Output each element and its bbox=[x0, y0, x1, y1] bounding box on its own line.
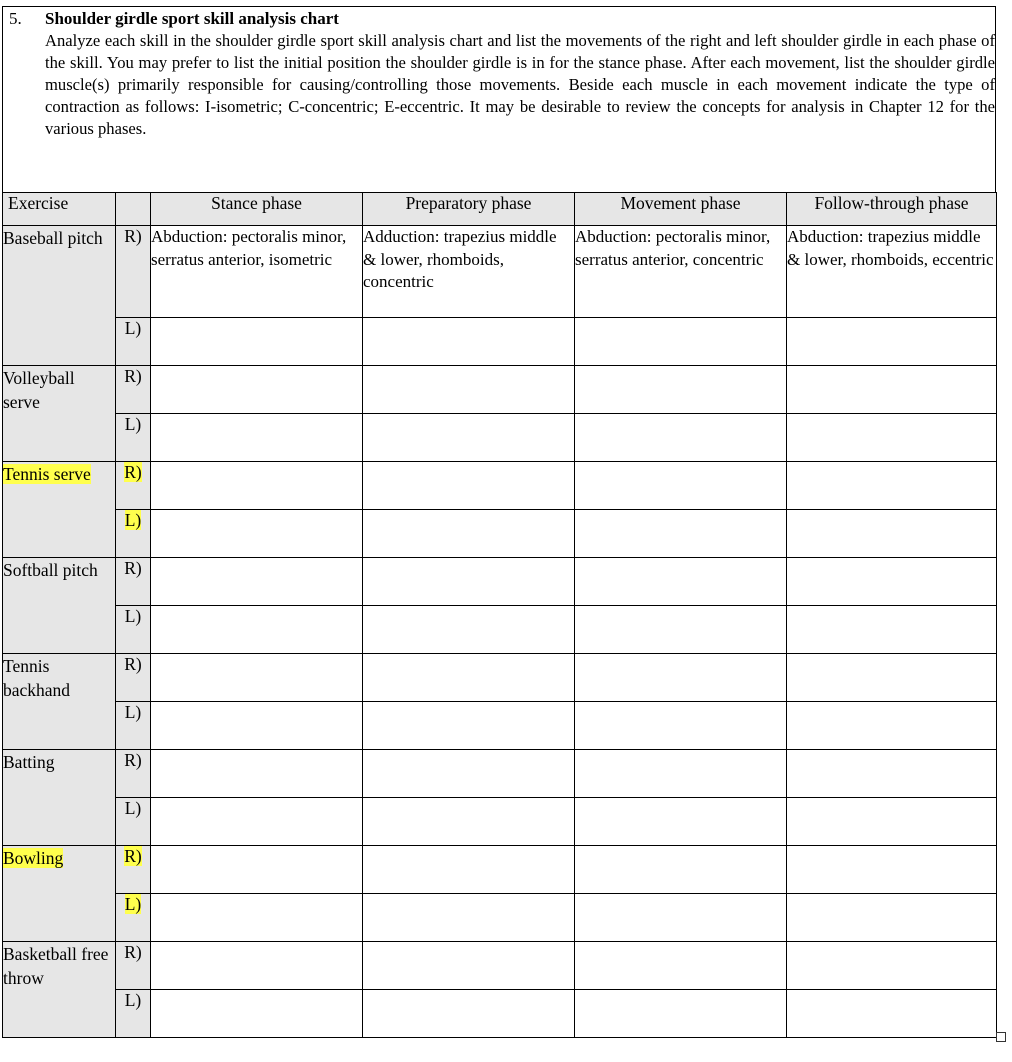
phase-cell-right[interactable]: Abduction: pectoralis minor, serratus anterior, concentric bbox=[575, 226, 787, 318]
table-row-left bbox=[3, 990, 997, 1038]
header-preparatory-phase: Preparatory phase bbox=[363, 193, 575, 226]
phase-cell-left[interactable] bbox=[787, 414, 997, 462]
phase-cell-left[interactable] bbox=[575, 798, 787, 846]
exercise-cell bbox=[3, 366, 116, 462]
left-side-label: L) bbox=[124, 606, 142, 626]
right-side-label: R) bbox=[124, 462, 142, 482]
side-cell-right bbox=[116, 366, 151, 414]
phase-cell-right[interactable] bbox=[151, 558, 363, 606]
phase-cell-right[interactable] bbox=[787, 942, 997, 990]
header-side bbox=[116, 193, 151, 226]
header-movement-phase: Movement phase bbox=[575, 193, 787, 226]
left-side-label: L) bbox=[124, 510, 142, 530]
right-side-label: R) bbox=[124, 654, 142, 674]
table-row-left bbox=[3, 414, 997, 462]
right-side-label: R) bbox=[124, 846, 142, 866]
exercise-cell bbox=[3, 846, 116, 942]
phase-cell-right[interactable] bbox=[151, 462, 363, 510]
exercise-name: Tennis backhand bbox=[3, 656, 71, 700]
phase-cell-right[interactable]: Abduction: pectoralis minor, serratus anterior, isometric bbox=[151, 226, 363, 318]
phase-cell-right[interactable] bbox=[151, 366, 363, 414]
phase-cell-left[interactable] bbox=[787, 990, 997, 1038]
phase-cell-left[interactable] bbox=[575, 894, 787, 942]
phase-cell-right[interactable] bbox=[575, 654, 787, 702]
phase-cell-right[interactable] bbox=[787, 654, 997, 702]
exercise-name: Volleyball serve bbox=[3, 368, 75, 412]
exercise-name: Tennis serve bbox=[3, 464, 91, 484]
exercise-name: Batting bbox=[3, 752, 55, 772]
table-row-left bbox=[3, 894, 997, 942]
table-row-right bbox=[3, 558, 997, 606]
left-side-label: L) bbox=[124, 702, 142, 722]
phase-cell-left[interactable] bbox=[363, 414, 575, 462]
phase-cell-right[interactable] bbox=[363, 366, 575, 414]
phase-cell-left[interactable] bbox=[575, 702, 787, 750]
table-row-left bbox=[3, 318, 997, 366]
phase-cell-left[interactable] bbox=[575, 414, 787, 462]
side-cell-left bbox=[116, 510, 151, 558]
table-row-left bbox=[3, 702, 997, 750]
phase-cell-left[interactable] bbox=[151, 414, 363, 462]
side-cell-right bbox=[116, 654, 151, 702]
phase-cell-right[interactable] bbox=[787, 750, 997, 798]
phase-cell-left[interactable] bbox=[575, 510, 787, 558]
exercise-cell bbox=[3, 942, 116, 1038]
exercise-name: Bowling bbox=[3, 848, 64, 868]
phase-cell-right[interactable] bbox=[575, 750, 787, 798]
phase-cell-left[interactable] bbox=[787, 894, 997, 942]
side-cell-left bbox=[116, 414, 151, 462]
table-row-right bbox=[3, 366, 997, 414]
phase-cell-left[interactable] bbox=[575, 606, 787, 654]
phase-cell-right[interactable] bbox=[363, 750, 575, 798]
side-cell-right bbox=[116, 846, 151, 894]
phase-cell-right[interactable] bbox=[151, 846, 363, 894]
phase-cell-left[interactable] bbox=[575, 990, 787, 1038]
phase-cell-left[interactable] bbox=[363, 894, 575, 942]
table-body bbox=[3, 226, 997, 1038]
table-header-row bbox=[3, 193, 997, 226]
phase-cell-left[interactable] bbox=[363, 510, 575, 558]
resize-handle-icon bbox=[996, 1032, 1006, 1042]
side-cell-right bbox=[116, 226, 151, 318]
right-side-label: R) bbox=[124, 750, 142, 770]
phase-cell-right[interactable] bbox=[151, 942, 363, 990]
right-side-label: R) bbox=[124, 366, 142, 386]
phase-cell-left[interactable] bbox=[363, 318, 575, 366]
table-row-right bbox=[3, 226, 997, 318]
question-title: Shoulder girdle sport skill analysis chart bbox=[45, 9, 339, 28]
exercise-cell bbox=[3, 654, 116, 750]
side-cell-left bbox=[116, 606, 151, 654]
left-side-label: L) bbox=[124, 414, 142, 434]
exercise-name: Baseball pitch bbox=[3, 228, 103, 248]
side-cell-left bbox=[116, 990, 151, 1038]
header-follow-through-phase: Follow-through phase bbox=[787, 193, 997, 226]
phase-cell-right[interactable] bbox=[575, 558, 787, 606]
table-row-right bbox=[3, 846, 997, 894]
left-side-label: L) bbox=[124, 318, 142, 338]
exercise-name: Basketball free throw bbox=[3, 944, 109, 988]
phase-cell-left[interactable] bbox=[787, 510, 997, 558]
exercise-name: Softball pitch bbox=[3, 560, 98, 580]
skill-analysis-table bbox=[2, 192, 997, 1038]
side-cell-left bbox=[116, 894, 151, 942]
phase-cell-right[interactable] bbox=[363, 942, 575, 990]
side-cell-right bbox=[116, 558, 151, 606]
phase-cell-left[interactable] bbox=[787, 318, 997, 366]
left-side-label: L) bbox=[124, 990, 142, 1010]
right-side-label: R) bbox=[124, 226, 142, 246]
phase-cell-right[interactable] bbox=[787, 558, 997, 606]
phase-cell-right[interactable] bbox=[151, 654, 363, 702]
header-stance-phase: Stance phase bbox=[151, 193, 363, 226]
phase-cell-left[interactable] bbox=[787, 606, 997, 654]
phase-cell-left[interactable] bbox=[363, 702, 575, 750]
phase-cell-left[interactable] bbox=[787, 798, 997, 846]
table-row-left bbox=[3, 606, 997, 654]
side-cell-right bbox=[116, 462, 151, 510]
phase-cell-left[interactable] bbox=[363, 798, 575, 846]
table-row-right bbox=[3, 462, 997, 510]
phase-cell-right[interactable]: Adduction: trapezius middle & lower, rhomboids, concentric bbox=[363, 226, 575, 318]
phase-cell-left[interactable] bbox=[363, 606, 575, 654]
exercise-cell bbox=[3, 558, 116, 654]
side-cell-left bbox=[116, 702, 151, 750]
table-row-left bbox=[3, 510, 997, 558]
phase-cell-right[interactable] bbox=[363, 846, 575, 894]
phase-cell-left[interactable] bbox=[151, 798, 363, 846]
phase-cell-right[interactable] bbox=[787, 846, 997, 894]
exercise-cell bbox=[3, 226, 116, 366]
phase-cell-left[interactable] bbox=[151, 702, 363, 750]
question-instructions: Analyze each skill in the shoulder girdle sport skill analysis chart and list the movements of the right and left shoulder girdle in each phase of the skill. You may prefer to list the initial position the shoulder girdle is in for the stance phase. After each movement, list the shoulder girdle muscle(s) primarily responsible for causing/controlling those movements. Beside each muscle in each movement indicate the type of contraction as follows: I-isometric; C-concentric; E-eccentric. It may be desirable to review the concepts for analysis in Chapter 12 for the various phases. bbox=[45, 31, 995, 138]
side-cell-left bbox=[116, 318, 151, 366]
header-exercise: Exercise bbox=[3, 193, 116, 226]
phase-cell-left[interactable] bbox=[151, 894, 363, 942]
phase-cell-right[interactable] bbox=[363, 558, 575, 606]
phase-cell-right[interactable] bbox=[575, 462, 787, 510]
phase-cell-left[interactable] bbox=[151, 510, 363, 558]
table-row-left bbox=[3, 798, 997, 846]
side-cell-right bbox=[116, 942, 151, 990]
phase-cell-left[interactable] bbox=[787, 702, 997, 750]
phase-cell-right[interactable] bbox=[787, 366, 997, 414]
side-cell-right bbox=[116, 750, 151, 798]
phase-cell-right[interactable] bbox=[575, 846, 787, 894]
exercise-cell bbox=[3, 462, 116, 558]
phase-cell-left[interactable] bbox=[363, 990, 575, 1038]
phase-cell-right[interactable] bbox=[363, 654, 575, 702]
table-row-right bbox=[3, 654, 997, 702]
side-cell-left bbox=[116, 798, 151, 846]
phase-cell-right[interactable] bbox=[787, 462, 997, 510]
left-side-label: L) bbox=[124, 894, 142, 914]
table-row-right bbox=[3, 750, 997, 798]
question-box bbox=[2, 6, 996, 192]
phase-cell-left[interactable] bbox=[151, 318, 363, 366]
phase-cell-right[interactable] bbox=[575, 366, 787, 414]
phase-cell-right[interactable] bbox=[363, 462, 575, 510]
phase-cell-left[interactable] bbox=[151, 606, 363, 654]
phase-cell-right[interactable] bbox=[575, 942, 787, 990]
exercise-cell bbox=[3, 750, 116, 846]
phase-cell-left[interactable] bbox=[151, 990, 363, 1038]
left-side-label: L) bbox=[124, 798, 142, 818]
table-row-right bbox=[3, 942, 997, 990]
phase-cell-right[interactable] bbox=[151, 750, 363, 798]
question-number: 5. bbox=[9, 9, 22, 28]
phase-cell-right[interactable]: Abduction: trapezius middle & lower, rhomboids, eccentric bbox=[787, 226, 997, 318]
right-side-label: R) bbox=[124, 942, 142, 962]
right-side-label: R) bbox=[124, 558, 142, 578]
phase-cell-left[interactable] bbox=[575, 318, 787, 366]
